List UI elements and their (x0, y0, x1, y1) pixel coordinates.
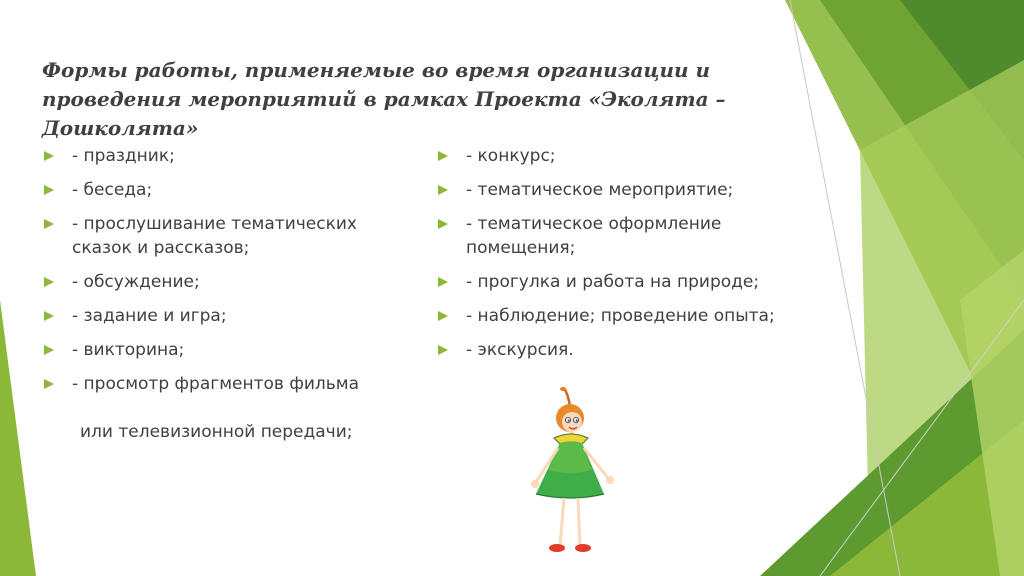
list-item-text: - тематическое оформление помещения; (466, 214, 722, 258)
list-item (44, 304, 404, 328)
list-item (438, 178, 818, 202)
list-item-text: - наблюдение; проведение опыта; (466, 306, 775, 326)
list-item-text: - задание и игра; (72, 306, 227, 326)
triangle-bullet-icon (438, 151, 448, 161)
list-item (438, 212, 818, 260)
list-item (44, 338, 404, 362)
list-item-continuation: или телевизионной передачи; (80, 422, 353, 442)
list-item (438, 338, 818, 362)
list-item (44, 212, 404, 260)
triangle-bullet-icon (44, 219, 54, 229)
triangle-bullet-icon (438, 345, 448, 355)
triangle-bullet-icon (44, 151, 54, 161)
right-list (438, 144, 818, 372)
triangle-bullet-icon (438, 277, 448, 287)
list-item (438, 304, 818, 328)
triangle-bullet-icon (44, 345, 54, 355)
list-item-text: - экскурсия. (466, 340, 574, 360)
list-item-text: - прослушивание тематических сказок и рассказов; (72, 214, 357, 258)
list-item-text: - обсуждение; (72, 272, 200, 292)
triangle-bullet-icon (44, 185, 54, 195)
triangle-bullet-icon (44, 379, 54, 389)
list-item (44, 144, 404, 168)
list-item-text: - просмотр фрагментов фильма (72, 374, 360, 394)
triangle-bullet-icon (438, 219, 448, 229)
list-item-text: - прогулка и работа на природе; (466, 272, 760, 292)
list-item (44, 372, 404, 396)
list-item-text: - тематическое мероприятие; (466, 180, 734, 200)
ecolyata-mascot-illustration (520, 386, 630, 556)
list-item (438, 270, 818, 294)
list-item-text: - викторина; (72, 340, 185, 360)
list-item (44, 178, 404, 202)
triangle-bullet-icon (438, 311, 448, 321)
list-item (44, 270, 404, 294)
list-item (438, 144, 818, 168)
triangle-bullet-icon (438, 185, 448, 195)
slide-title: Формы работы, применяемые во время организации и проведения мероприятий в рамках Проекта «Эколята – Дошколята» (42, 58, 726, 140)
triangle-bullet-icon (44, 311, 54, 321)
list-item-text: - праздник; (72, 146, 175, 166)
list-item-text: - беседа; (72, 180, 153, 200)
list-item-text: - конкурс; (466, 146, 556, 166)
left-list (44, 144, 404, 406)
triangle-bullet-icon (44, 277, 54, 287)
